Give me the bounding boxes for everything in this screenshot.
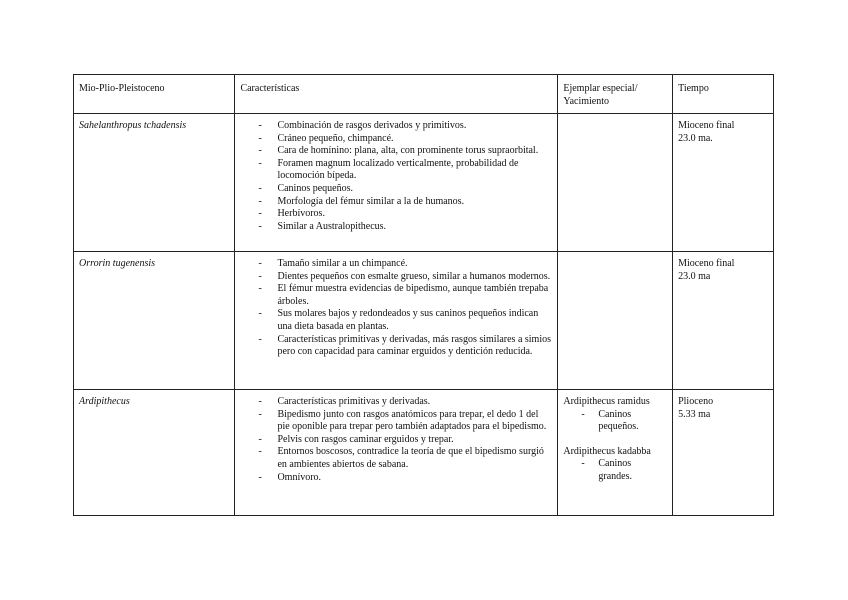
header-specimen [558, 75, 673, 114]
traits-cell [235, 390, 558, 516]
time-period: Plioceno [678, 396, 714, 407]
trait-item: - Tamaño similar a un chimpancé. [277, 258, 552, 271]
traits-list [240, 396, 552, 484]
hominin-table [73, 74, 774, 516]
species-name: Orrorin tugenensis [74, 252, 235, 390]
specimen-name: Ardipithecus ramidus [563, 396, 650, 407]
time-age: 23.0 ma. [678, 132, 713, 144]
specimen-detail: - Caninos grandes. [598, 458, 667, 483]
trait-item: - Dientes pequeños con esmalte grueso, similar a humanos modernos. [277, 271, 552, 284]
header-time: Tiempo [673, 75, 774, 114]
header-period: Mio-Plio-Pleistoceno [74, 75, 235, 114]
time-cell [673, 252, 774, 390]
header-specimen-line1: Ejemplar especial/ [563, 83, 638, 94]
species-name: Ardipithecus [74, 390, 235, 516]
specimen-cell [558, 252, 673, 390]
header-specimen-line2: Yacimiento [563, 95, 610, 107]
spacer [563, 434, 667, 446]
time-period: Mioceno final [678, 258, 735, 269]
time-period: Mioceno final [678, 120, 735, 131]
time-cell [673, 114, 774, 252]
trait-item: - Pelvis con rasgos caminar erguidos y trepar. [277, 434, 552, 447]
specimen-cell [558, 390, 673, 516]
trait-item: - Sus molares bajos y redondeados y sus caninos pequeños indican una dieta basada en plantas. [277, 308, 552, 333]
trait-item: - Foramen magnum localizado verticalmente, probabilidad de locomoción bípeda. [277, 158, 552, 183]
trait-item: - Herbívoros. [277, 208, 552, 221]
specimen-detail-list [563, 458, 667, 483]
time-cell [673, 390, 774, 516]
trait-item: - Características primitivas y derivadas. [277, 396, 552, 409]
trait-item: - Cráneo pequeño, chimpancé. [277, 133, 552, 146]
trait-item: - Entornos boscosos, contradice la teoría de que el bipedismo surgió en ambientes abiertos de sabana. [277, 446, 552, 471]
trait-item: - Morfología del fémur similar a la de humanos. [277, 196, 552, 209]
trait-item: - Combinación de rasgos derivados y primitivos. [277, 120, 552, 133]
table-row-ardipithecus [74, 390, 774, 516]
specimen-cell [558, 114, 673, 252]
specimen-detail-list [563, 409, 667, 434]
header-row [74, 75, 774, 114]
trait-item: - Omnívoro. [277, 472, 552, 485]
trait-item: - Características primitivas y derivadas, más rasgos similares a simios pero con capacidad para caminar erguidos y dentición reducida. [277, 334, 552, 359]
traits-cell [235, 114, 558, 252]
trait-item: - Cara de homínino: plana, alta, con prominente torus supraorbital. [277, 145, 552, 158]
time-age: 5.33 ma [678, 408, 711, 420]
species-name: Sahelanthropus tchadensis [74, 114, 235, 252]
time-age: 23.0 ma [678, 270, 711, 282]
specimen-detail: - Caninos pequeños. [598, 409, 667, 434]
table-row-orrorin [74, 252, 774, 390]
header-characteristics: Características [235, 75, 558, 114]
trait-item: - El fémur muestra evidencias de bipedismo, aunque también trepaba árboles. [277, 283, 552, 308]
trait-item: - Caninos pequeños. [277, 183, 552, 196]
traits-list [240, 120, 552, 233]
specimen-name: Ardipithecus kadabba [563, 445, 651, 457]
table-row-sahelanthropus [74, 114, 774, 252]
traits-list [240, 258, 552, 359]
traits-cell [235, 252, 558, 390]
trait-item: - Bipedismo junto con rasgos anatómicos para trepar, el dedo 1 del pie oponible para trepar pero también adaptados para el bipedismo. [277, 409, 552, 434]
trait-item: - Similar a Australopithecus. [277, 221, 552, 234]
